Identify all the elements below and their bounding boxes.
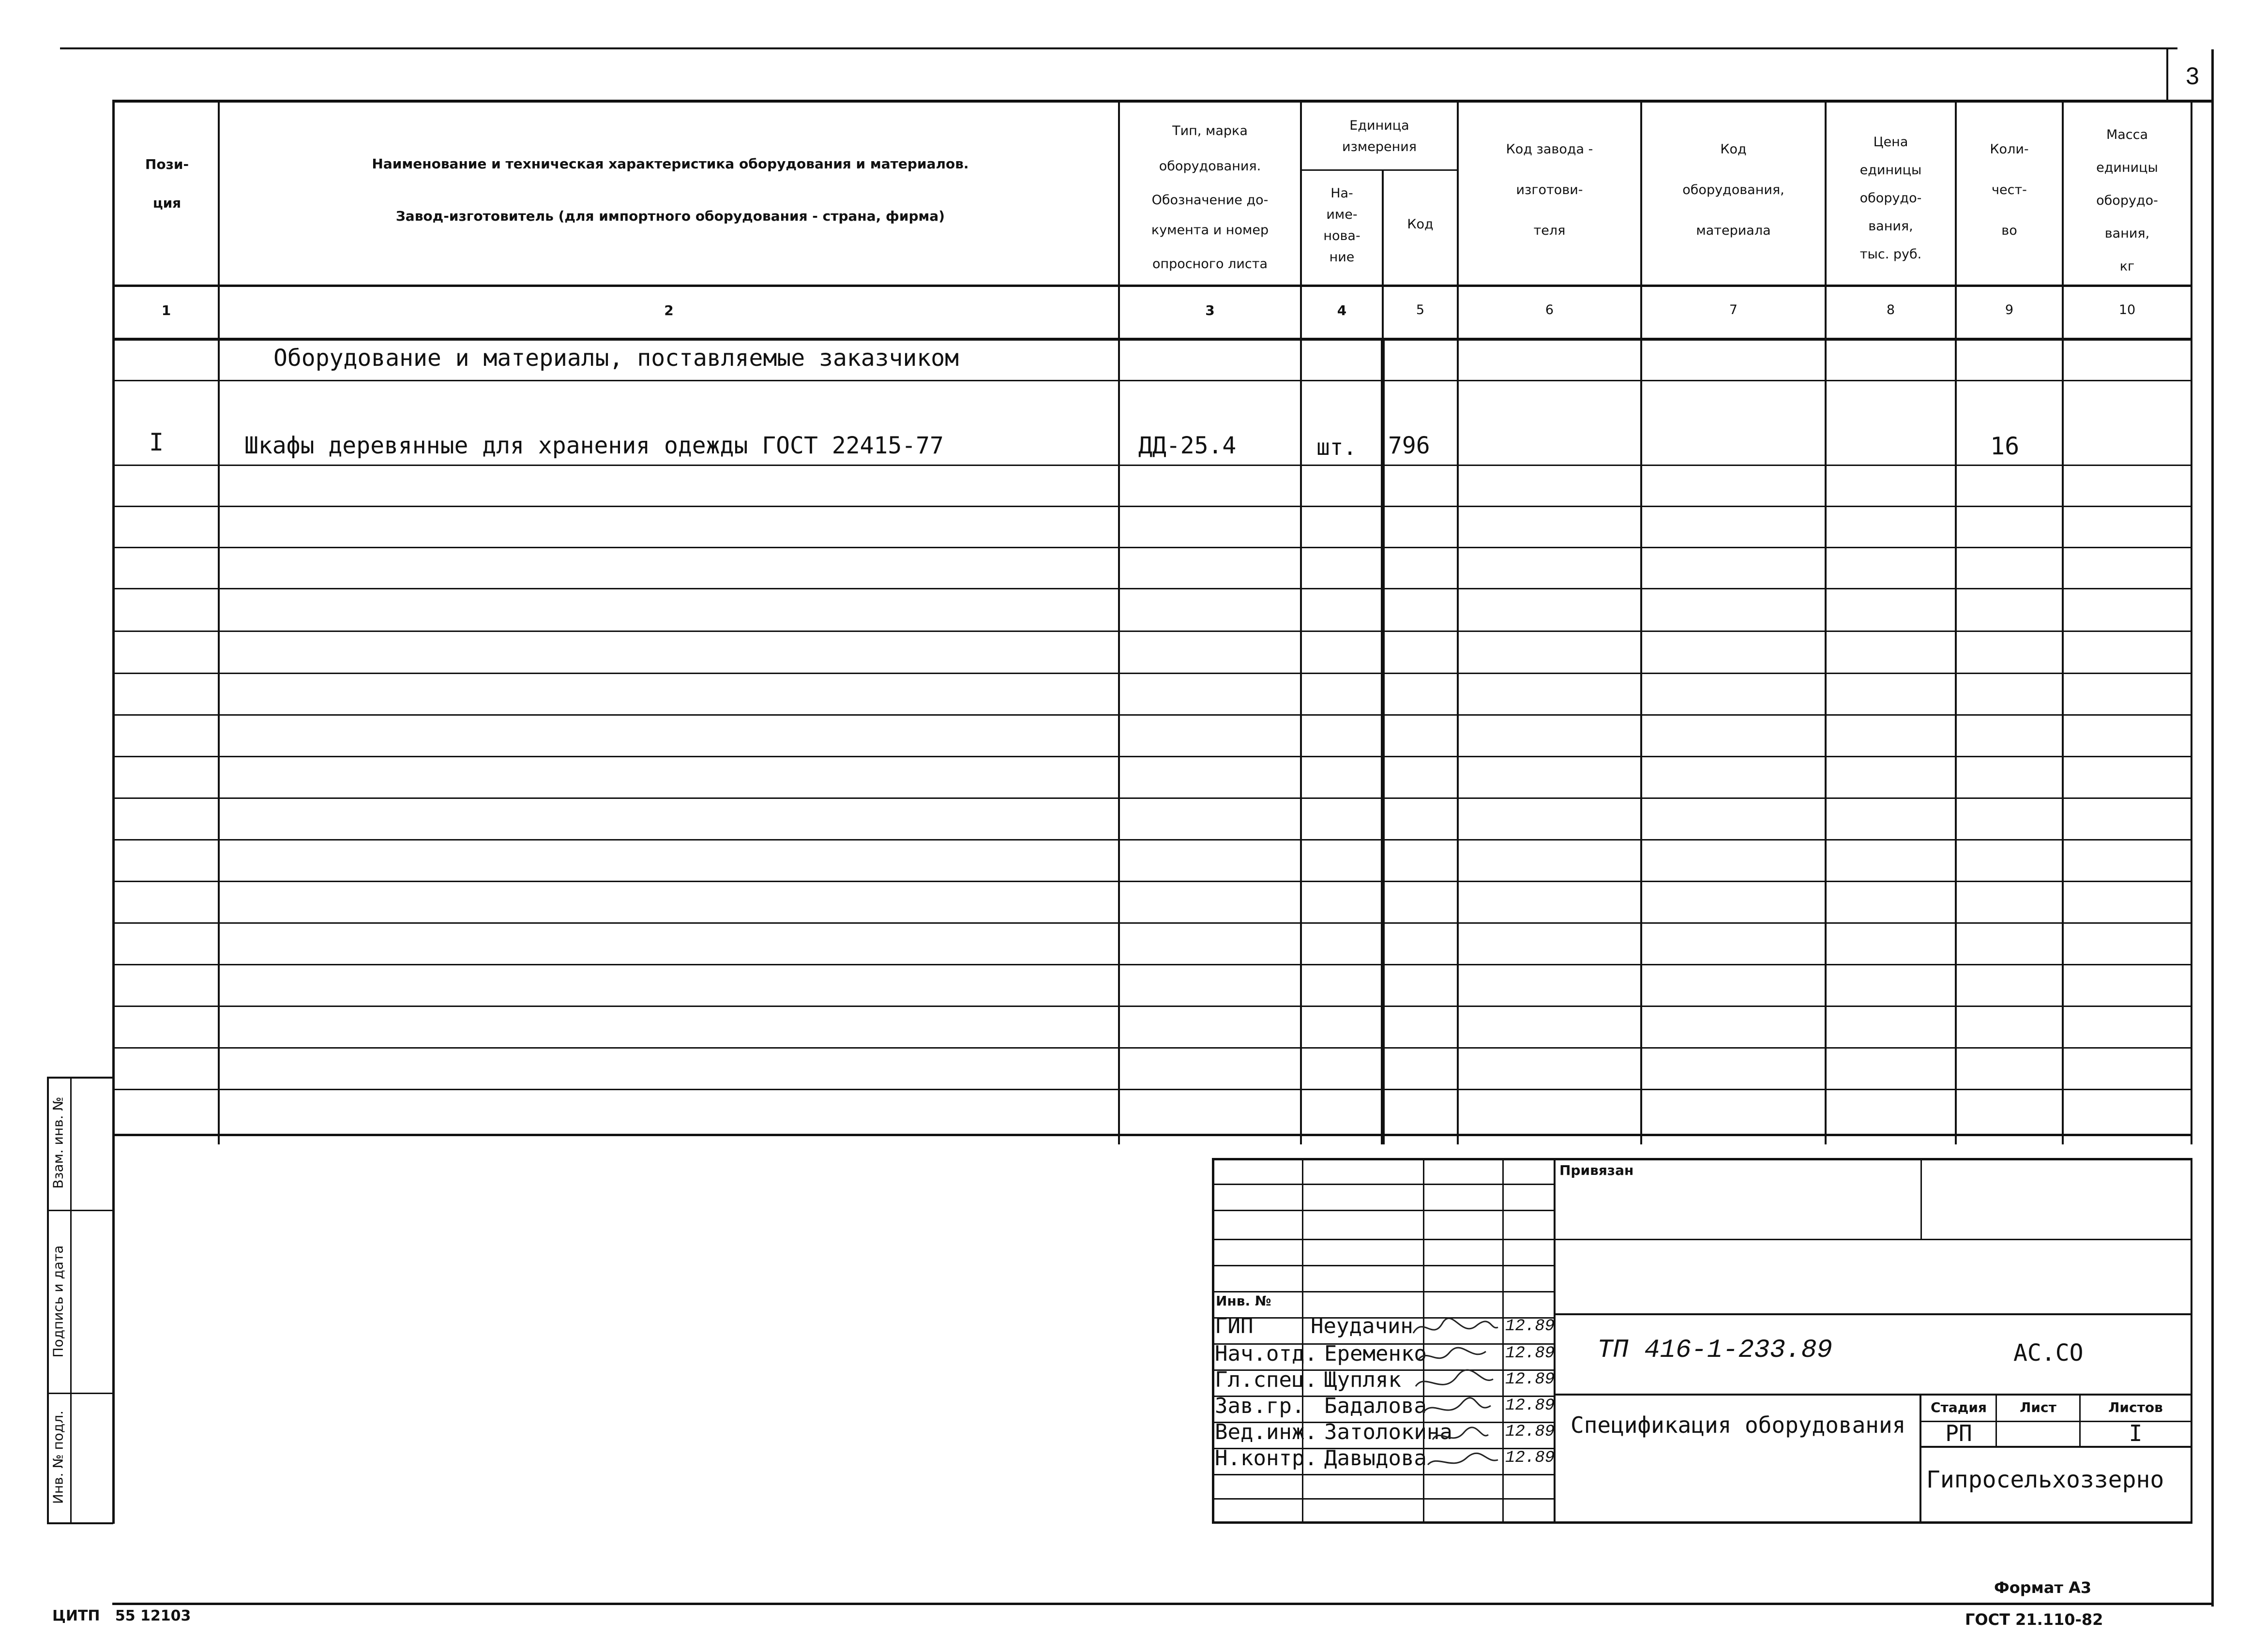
tb-bottom: [1212, 1521, 2192, 1524]
item-unit-code: 796: [1388, 432, 1430, 459]
col-num-7: 7: [1729, 302, 1738, 317]
header-bottom-line: [112, 285, 2192, 287]
header-unit-name: На- име- нова- ние: [1323, 186, 1360, 265]
side-signature-date: Подпись и дата: [50, 1245, 66, 1358]
col-line-10: [2191, 102, 2192, 1144]
header-unit-code: Код: [1407, 217, 1434, 232]
header-price: Цена единицы оборудо- вания, тыс. руб.: [1859, 135, 1922, 262]
header-type-l2: оборудования.: [1159, 159, 1261, 174]
frame-bottom: [112, 1603, 2214, 1605]
side-stamp-left: [47, 1077, 49, 1524]
frame-right: [2211, 49, 2214, 1607]
signer-role: Гл.спец.: [1215, 1367, 1317, 1392]
frame-top: [112, 100, 2214, 103]
signer-role: Нач.отд.: [1215, 1341, 1317, 1366]
signer-date: 12.89: [1505, 1370, 1555, 1389]
signer-name: Неудачин: [1311, 1314, 1413, 1338]
row-line: [112, 506, 2192, 507]
col-line-8: [1955, 102, 1957, 1144]
tb-bound-div: [1920, 1158, 1922, 1240]
archive-code: ЦИТП 55 12103: [52, 1607, 191, 1624]
header-type-l4: кумента и номер: [1151, 223, 1269, 238]
inv-no-label: Инв. №: [1216, 1293, 1271, 1309]
numbering-bottom-line: [112, 338, 2192, 341]
signer-role: ГИП: [1215, 1314, 1254, 1338]
row-line: [112, 1089, 2192, 1090]
tb-row: [1212, 1210, 1556, 1211]
row-line: [112, 964, 2192, 965]
tb-row: [1212, 1239, 1556, 1240]
col-num-1: 1: [161, 302, 171, 318]
sheet-number: 3: [2186, 62, 2199, 90]
stage-value: РП: [1945, 1420, 1972, 1446]
row-line: [112, 922, 2192, 924]
row-line: [112, 797, 2192, 799]
col-num-4: 4: [1337, 302, 1347, 318]
signer-role: Н.контр.: [1215, 1446, 1317, 1471]
row-line: [112, 881, 2192, 882]
signer-date: 12.89: [1505, 1449, 1555, 1467]
tb-code-top: [1554, 1313, 2192, 1315]
signer-role: Вед.инж.: [1215, 1420, 1317, 1444]
tb-top: [1212, 1158, 2192, 1160]
top-border-line: [60, 47, 2177, 49]
header-name-line1: Наименование и техническая характеристика оборудования и материалов.: [372, 156, 969, 172]
signer-name: Давыдова: [1324, 1446, 1427, 1471]
header-type-l1: Тип, марка: [1172, 123, 1248, 138]
side-stamp-div1: [47, 1210, 113, 1211]
item-type-mark: ДД-25.4: [1138, 432, 1237, 459]
col-num-8: 8: [1886, 302, 1895, 317]
row-line: [112, 1006, 2192, 1007]
header-name-line2: Завод-изготовитель (для импортного оборудования - страна, фирма): [395, 208, 945, 224]
document-title: Спецификация оборудования: [1571, 1412, 1906, 1438]
side-stamp-mid: [70, 1077, 72, 1524]
stage-label: Стадия: [1931, 1399, 1987, 1415]
header-unit-group: Единица измерения: [1342, 118, 1417, 154]
unit-group-divider: [1300, 169, 1457, 171]
bound-label: Привязан: [1559, 1162, 1634, 1178]
signer-role: Зав.гр.: [1215, 1394, 1305, 1418]
handwritten-signatures-image: [1404, 1314, 1505, 1473]
row-line: [112, 756, 2192, 757]
header-type-l3: Обозначение до-: [1151, 193, 1269, 208]
signer-date: 12.89: [1505, 1397, 1555, 1415]
sheet-label: Лист: [2020, 1399, 2056, 1415]
sheets-value: I: [2129, 1420, 2143, 1446]
item-position: I: [149, 428, 164, 456]
signer-date: 12.89: [1505, 1423, 1555, 1441]
row-line: [112, 839, 2192, 841]
signer-date: 12.89: [1505, 1344, 1555, 1363]
section-title: Оборудование и материалы, поставляемые заказчиком: [273, 345, 959, 372]
col-line-5: [1457, 102, 1459, 1144]
format-label: Формат А3: [1994, 1578, 2092, 1597]
side-inv-orig: Инв. № подл.: [50, 1410, 66, 1504]
col-num-10: 10: [2118, 302, 2136, 317]
signer-name: Щупляк: [1324, 1367, 1401, 1392]
item-unit-name: шт.: [1316, 434, 1357, 460]
tb-row: [1212, 1184, 1556, 1185]
header-mass: Масса единицы оборудо- вания, кг: [2096, 127, 2158, 274]
project-code: ТП 416-1-233.89: [1597, 1336, 1833, 1365]
tb-code-bottom: [1554, 1394, 2192, 1396]
tb-row: [1212, 1291, 1556, 1292]
side-stamp-bottom: [47, 1522, 113, 1524]
document-mark: АС.СО: [2013, 1339, 2084, 1367]
row-line: [112, 465, 2192, 466]
row-line: [112, 714, 2192, 716]
tb-stage-left: [1919, 1394, 1921, 1523]
signer-date: 12.89: [1505, 1317, 1555, 1336]
row-line: [112, 380, 2192, 381]
col-line-6: [1640, 102, 1642, 1144]
header-quantity: Коли- чест- во: [1990, 142, 2029, 238]
col-num-5: 5: [1416, 302, 1425, 317]
tb-sig-col4: [1554, 1158, 1556, 1523]
col-num-2: 2: [664, 302, 674, 318]
tb-row: [1212, 1474, 1556, 1475]
row-line: [112, 1047, 2192, 1049]
header-factory-code: Код завода - изготови- теля: [1506, 142, 1593, 238]
col-line-1: [218, 102, 220, 1144]
col-num-3: 3: [1205, 302, 1215, 318]
signer-name: Еременко: [1324, 1341, 1427, 1366]
item-quantity: 16: [1990, 432, 2020, 460]
tb-right: [2191, 1158, 2192, 1523]
col-num-6: 6: [1545, 302, 1554, 317]
row-line: [112, 631, 2192, 632]
table-bottom-line: [112, 1134, 2192, 1136]
col-num-9: 9: [2005, 302, 2014, 317]
row-line: [112, 673, 2192, 674]
gost-label: ГОСТ 21.110-82: [1965, 1610, 2103, 1629]
signer-name: Затолокина: [1324, 1420, 1452, 1444]
item-name: Шкафы деревянные для хранения одежды ГОСТ 22415-77: [244, 432, 944, 459]
header-type-l5: опросного листа: [1152, 256, 1268, 271]
header-position: Пози- ция: [145, 156, 189, 211]
tb-bound-bottom: [1554, 1239, 2192, 1240]
tb-left: [1212, 1158, 1214, 1523]
tb-row: [1212, 1265, 1556, 1266]
row-line: [112, 547, 2192, 548]
signer-name: Бадалова: [1324, 1394, 1427, 1418]
side-inv-replace: Взам. инв. №: [50, 1096, 66, 1189]
col-line-4-heavy: [1381, 339, 1385, 1144]
tb-row: [1212, 1498, 1556, 1500]
sheets-label: Листов: [2108, 1399, 2163, 1415]
row-line: [112, 588, 2192, 589]
header-equipment-code: Код оборудования, материала: [1682, 142, 1784, 238]
sheet-number-box-left: [2166, 49, 2168, 103]
organization-name: Гипросельхоззерно: [1926, 1466, 2164, 1493]
